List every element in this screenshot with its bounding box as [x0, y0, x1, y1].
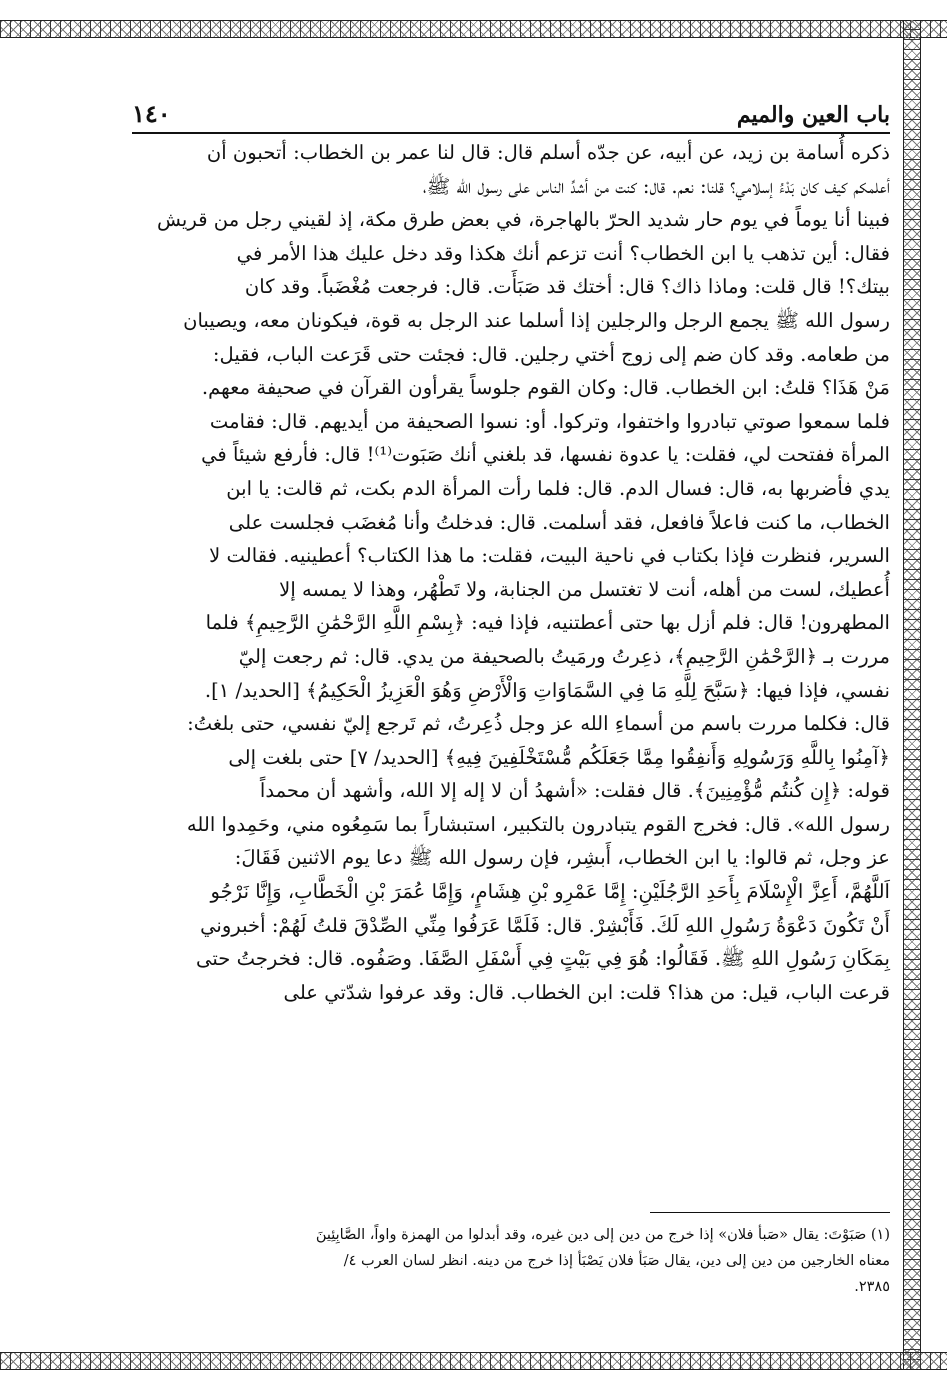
footnote-line: (١) صَبَوْتَ: يقال «صَبأ فلان» إذا خرج من دين إلى دين غيره، وقد أبدلوا من الهمزة واواً، الصَّابِئِينَ	[315, 1227, 890, 1243]
footnote-line: ٢٣٨٥.	[854, 1279, 890, 1295]
text-line: مررت بـ ﴿الرَّحْمَٰنِ الرَّحِيمِ﴾، ذعِرتُ ورمَيتُ بالصحيفة من يدي. قال: ثم رجعت إليّ	[238, 644, 890, 668]
text-line: قرعت الباب، قيل: من هذا؟ قلت: ابن الخطاب. قال: وقد عرفوا شدّتي على	[283, 980, 890, 1004]
text-line: بيتك؟! قال قلت: وماذا ذاك؟ قال: أختك قد صَبَأَت. قال: فرجعت مُغْضَباً. وقد كان	[244, 275, 890, 299]
text-line: ذكره أُسامة بن زيد، عن أبيه، عن جدّه أسلم قال: قال لنا عمر بن الخطاب: أتحبون أن	[206, 141, 890, 164]
text-line: الخطاب، ما كنت فاعلاً فافعل، فقد أسلمت. قال: فدخلتُ وأنا مُغضَب فجلست على	[228, 510, 890, 534]
text-line: رسول الله ﷺ يجمع الرجل والرجلين إذا أسلما عند الرجل به قوة، فيكونان معه، ويصيبان	[183, 308, 890, 332]
text-line: فقال: أين تذهب يا ابن الخطاب؟ أنت تزعم أنك هكذا وقد دخل عليك هذا الأمر في	[236, 241, 890, 265]
page-number: ١٤٠	[132, 99, 171, 128]
top-ornamental-border	[0, 20, 947, 38]
text-line: أُعطيك، لست من أهله، أنت لا تغتسل من الجنابة، ولا تَطْهُر، وهذا لا يمسه إلا	[279, 577, 890, 601]
text-line: ﴿آمِنُوا بِاللَّهِ وَرَسُولِهِ وَأَنفِقُوا مِمَّا جَعَلَكُم مُّسْتَخْلَفِينَ فِيهِ﴾ [الحديد/ ٧] حتى بلغت إلى	[228, 745, 890, 769]
footnote-line: معناه الخارجين من دين إلى دين، يقال صَبَأ فلان يَصْبَأ إذا خرج من دينه. انظر لسان العرب ٤/	[343, 1253, 890, 1269]
text-line: من طعامه. وقد كان ضم إلى زوج أختي رجلين. قال: فجئت حتى قَرَعت الباب، فقيل:	[212, 342, 890, 366]
text-line: المرأة ففتحت لي، فقلت: يا عدوة نفسها، قد بلغني أنك صَبَوت⁽¹⁾! قال: فأرفع شيئاً في	[201, 443, 890, 467]
right-ornamental-border	[903, 20, 921, 1370]
text-line: نفسي، فإذا فيها: ﴿سَبَّحَ لِلَّهِ مَا فِي السَّمَاوَاتِ وَالْأَرْضِ وَهُوَ الْعَزِيزُ الْحَكِيمُ﴾ [الحديد/ ١].	[204, 678, 890, 702]
text-line: يدي فأضربها به، قال: فسال الدم. قال: فلما رأت المرأة الدم بكت، ثم قالت: يا ابن	[226, 476, 890, 500]
text-line: فبينا أنا يوماً في يوم حار شديد الحرّ بالهاجرة، في بعض طرق مكة، إذ لقيني رجل من قريش	[156, 208, 890, 232]
footnote-separator	[650, 1212, 890, 1213]
text-line: قال: فكلما مررت باسم من أسماءِ الله عز وجل ذُعِرتُ، ثم تَرجع إليّ نفسي، حتى بلغتُ:	[187, 712, 890, 736]
text-line: رسول الله». قال: فخرج القوم يتبادرون بالتكبير، استبشاراً بما سَمِعُوه مني، وحَمِدوا الله	[186, 812, 890, 836]
text-line: المطهرون! قال: فلم أزل بها حتى أعطتنيه، فإذا فيه: ﴿بِسْمِ اللَّهِ الرَّحْمَٰنِ الرَّحِيمِ﴾ فلما	[205, 611, 890, 635]
chapter-title: باب العين والميم	[736, 102, 890, 128]
text-line: عز وجل، ثم قالوا: يا ابن الخطاب، أَبشِر، فإن رسول الله ﷺ دعا يوم الاثنين فَقَالَ:	[234, 846, 890, 870]
footnote	[130, 1222, 890, 1300]
main-text	[120, 136, 890, 1009]
text-line: فلما سمعوا صوتي تبادروا واختفوا، وتركوا. أو: نسوا الصحيفة من أيديهم. قال: فقامت	[209, 409, 890, 433]
text-line: السرير، فنظرت فإذا بكتاب في ناحية البيت، فقلت: ما هذا الكتاب؟ أعطينيه. فقالت لا	[209, 544, 890, 568]
text-line: أعلمكم كيف كان بَدْءُ إسلامي؟ قلنا: نعم. قال: كنت من أشدِّ الناس على رسول الله ﷺ،	[422, 174, 890, 198]
text-line: قوله: ﴿إِن كُنتُم مُّؤْمِنِينَ﴾. قال فقلت: «أشهدُ أن لا إله إلا الله، وأشهد أن محمداً	[259, 779, 890, 803]
text-line: مَنْ هَذَا؟ قلتُ: ابن الخطاب. قال: وكان القوم جلوساً يقرأون القرآن في صحيفة معهم.	[201, 376, 890, 400]
text-line: بِمَكَانِ رَسُولِ اللهِ ﷺ. فَقَالُوا: هُوَ فِي بَيْتٍ فِي أَسْفَلِ الصَّفَا. وصَفُوه. قال: فخرجتُ حتى	[196, 947, 890, 971]
page-header	[132, 84, 890, 134]
text-line: اَللَّهُمَّ، أَعِزَّ الْإِسْلَامَ بِأَحَدِ الرَّجُلَيْنِ: إِمَّا عَمْرِو بْنِ هِشَامٍ، وَإِمَّا عُمَرَ بْنِ الْخَطَّابِ، وَإِنَّا نَرْجُو	[210, 880, 890, 904]
bottom-ornamental-border	[0, 1352, 947, 1370]
text-line: أَنْ تَكُونَ دَعْوَةُ رَسُولِ اللهِ لَكَ. فَأَبْشِرْ. قال: فَلَمَّا عَرَفُوا مِنِّي الصِّدْقَ قلتُ لَهُمْ: أخبروني	[200, 913, 890, 937]
